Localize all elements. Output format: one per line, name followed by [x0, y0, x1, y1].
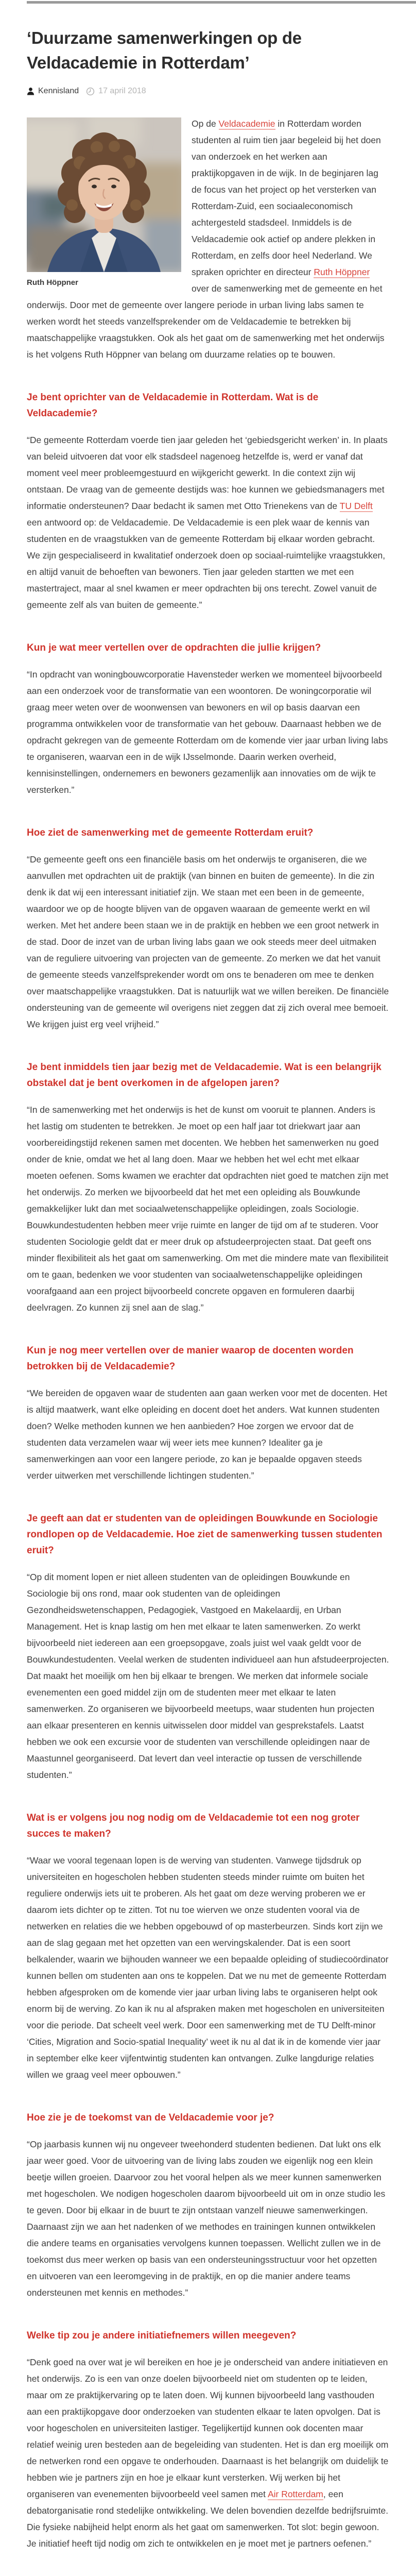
byline-author[interactable]	[27, 87, 79, 96]
page-title: ‘Duurzame samenwerkingen op de Veldacademie in Rotterdam’	[27, 28, 302, 72]
clock-icon	[86, 87, 95, 96]
text-segment: in Rotterdam worden studenten al ruim tien jaar begeleid bij het doen van onderzoek en het werken aan praktijkopgaven in de wijk. In de beginjaren lag de focus van het project op het versterken van Rotterdam-Zuid, een sociaaleconomisch achtergesteld stadsdeel. Inmiddels is de Veldacademie ook actief op andere plekken in Rotterdam, en zelfs door heel Nederland. We spraken oprichter en directeur	[192, 118, 381, 277]
qa-block	[27, 640, 389, 798]
photo-caption: Ruth Höppner	[27, 278, 78, 287]
question-heading-7: Wat is er volgens jou nog nodig om de Veldacademie tot een nog groter succes te maken?	[27, 1812, 360, 1839]
qa-block	[27, 389, 389, 613]
text-segment: “We bereiden de opgaven waar de studenten aan gaan werken voor met de docenten. Het is altijd maatwerk, want elke opleiding en docent doet het anders. Wat kunnen studenten doen? Welke methoden kunnen we hen aanbieden? Hoe zorgen we ervoor dat de studenten data verzamelen waar wij weer iets mee kunnen? Idealiter ga je samenwerkingen aan voor een langere periode, zo kan je bepaalde opgaven steeds verder uitwerken met verschillende lichtingen studenten.”	[27, 1388, 388, 1481]
answer-paragraph	[27, 1569, 389, 1783]
qa-block	[27, 2110, 389, 2301]
text-segment: “Op dit moment lopen er niet alleen studenten van de opleidingen Bouwkunde en Sociologie bij ons rond, maar ook studenten van de opleidingen Gezondheidswetenschappen, Pedagogiek, Vastgoed en Makelaardij, en Urban Management. Het is knap lastig om hen met elkaar te laten samenwerken. Zo werkt bijvoorbeeld niet iedereen aan een groepsopgave, zoals juist wel vaak geldt voor de Bouwkundestudenten. Veelal werken de studenten individueel aan hun afstudeerprojecten. Dat maakt het moeilijk om hen bij elkaar te brengen. We merken dat informele sociale evenementen een goed middel zijn om de studenten meer met elkaar te laten samenwerken. Zo organiseren we bijvoorbeeld meetups, waar studenten hun projecten aan elkaar presenteren en kennis uitwisselen door middel van gesprekstafels. Laatst hebben we ook een excursie voor de studenten van verschillende opleidingen naar de Maastunnel georganiseerd. Dat levert dan veel interactie op tussen de verschillende studenten.”	[27, 1572, 389, 1780]
link-tu-delft[interactable]: TU Delft	[339, 501, 373, 511]
answer-paragraph	[27, 1101, 389, 1316]
byline-date	[86, 87, 146, 96]
answer-paragraph	[27, 1852, 389, 2083]
portrait-figure	[27, 117, 181, 287]
answer-paragraph	[27, 2354, 389, 2552]
text-segment: “De gemeente Rotterdam voerde tien jaar geleden het ‘gebiedsgericht werken’ in. In plaats van beleid uitvoeren dat voor elk stadsdeel nagenoeg hetzelfde is, werd er vanaf dat moment veel meer probleemgestuurd en wijkgericht gewerkt. In die context zijn wij ontstaan. De vraag van de gemeente destijds was: hoe kunnen we gebiedsmanagers met informatie ondersteunen? Daar bedacht ik samen met Otto Trienekens van de	[27, 435, 388, 511]
text-segment: “In de samenwerking met het onderwijs is het de kunst om vooruit te plannen. Anders is het lastig om studenten te betrekken. Je moet op een half jaar tot driekwart jaar aan voorbereidingstijd rekenen samen met docenten. We hebben het samenwerken nu goed onder de knie, omdat we het al lang doen. Maar we hebben het wel echt met elkaar moeten oefenen. Soms kwamen we erachter dat opdrachten niet goed te matchen zijn met het onderwijs. Zo merken we bijvoorbeeld dat het met een opleiding als Bouwkunde gemakkelijker lukt dan met sociaalwetenschappelijke opleidingen, zoals Sociologie. Bouwkundestudenten hebben meer vrije ruimte en langer de tijd om af te studeren. Voor studenten Sociologie geldt dat er meer druk op afstudeerprojecten staat. Dat geeft ons minder flexibiliteit als het gaat om samenwerking. Om met die mindere mate van flexibiliteit om te gaan, bedenken we voor studenten van sociaalwetenschappelijke opleidingen voorafgaand aan een project bijvoorbeeld concrete opgaven en formuleren daarbij deelvragen. Zo kunnen zij snel aan de slag.”	[27, 1105, 389, 1313]
text-segment: “Waar we vooral tegenaan lopen is de werving van studenten. Vanwege tijdsdruk op universiteiten en hogescholen hebben studenten steeds minder ruimte om buiten het reguliere onderwijs iets uit te proberen. Als het gaat om deze werving proberen we er daarom iets dichter op te zitten. Tot nu toe wierven we onze studenten vooral via de netwerken en relaties die we hebben opgebouwd of op masterbeurzen. Sinds kort zijn we aan de slag gegaan met het opzetten van een wervingskalender. Dat is een soort belkalender, waarin we bijhouden wanneer we een bepaalde opleiding of studiecoördinator kunnen bellen om studenten aan ons te koppelen. Dat we nu met de gemeente Rotterdam hebben afgesproken om de komende vier jaar urban living labs te organiseren helpt ook enorm bij de werving. Zo kan ik nu al afspraken maken met hogescholen en universiteiten voor die periode. Dat scheelt veel werk. Door een samenwerking met de TU Delft-minor ‘Cities, Migration and Socio-spatial Inequality’ weet ik nu al dat ik in de komende vier jaar in september elke keer vijfentwintig studenten kan ontvangen. Zulke langdurige relaties willen we graag veel meer opbouwen.”	[27, 1855, 389, 2080]
link-air-rotterdam[interactable]: Air Rotterdam	[267, 2489, 323, 2499]
question-heading-6: Je geeft aan dat er studenten van de opleidingen Bouwkunde en Sociologie rondlopen op de Veldacademie. Hoe ziet de samenwerking tussen studenten eruit?	[27, 1513, 383, 1556]
text-segment: een antwoord op: de Veldacademie. De Veldacademie is een plek waar de kennis van studenten en de vraagstukken van de gemeente Rotterdam bij elkaar worden gebracht. We zijn gespecialiseerd in kwalitatief onderzoek doen op sociaal-ruimtelijke vraagstukken, en altijd vanuit de behoeften van bewoners. Tien jaar geleden startten we met een mastertraject, maar al snel kwamen er meer opdrachten bij ons terecht. Zowel vanuit de gemeente zelf als van buiten de gemeente.”	[27, 517, 386, 610]
answer-paragraph	[27, 1385, 389, 1484]
question-heading-9: Welke tip zou je andere initiatiefnemers willen meegeven?	[27, 2330, 297, 2341]
qa-block	[27, 1059, 389, 1316]
answer-paragraph	[27, 2136, 389, 2301]
link-veldacademie[interactable]: Veldacademie	[218, 118, 275, 129]
answer-paragraph	[27, 851, 389, 1032]
person-icon	[27, 87, 34, 95]
question-heading-3: Hoe ziet de samenwerking met de gemeente Rotterdam eruit?	[27, 827, 314, 838]
text-segment: “In opdracht van woningbouwcorporatie Havensteder werken we momenteel bijvoorbeeld aan een onderzoek voor de transformatie van een woontoren. De woningcorporatie wil graag meer weten over de woonwensen van bewoners en wil op basis daarvan een programma ontwikkelen voor de transformatie van het gebouw. Daarnaast hebben we de opdracht gekregen van de gemeente Rotterdam om de komende vier jaar urban living labs te organiseren, waarvan een in de wijk IJsselmonde. Daarin werken overheid, kennisinstellingen, ondernemers en bewoners gezamenlijk aan innovaties om de wijk te versterken.”	[27, 669, 388, 795]
text-segment: , een debatorganisatie rond stedelijke ontwikkeling. We delen bovendien dezelfde bedrijfsruimte. Die fysieke nabijheid helpt enorm als het gaat om samenwerken. Tot slot: begin gewoon. Je initiatief heeft tijd nodig om zich te ontwikkelen en je moet met je partners oefenen.”	[27, 2489, 389, 2549]
byline	[27, 87, 389, 96]
text-segment: over de samenwerking met de gemeente en het onderwijs. Door met de gemeente over langere periode in urban living labs samen te werken wordt het steeds vanzelfsprekender om de Veldacademie te betrekken bij maatschappelijke vraagstukken. Ook als het gaat om de samenwerking met het onderwijs is het volgens Ruth Höppner van belang om duurzame relaties op te bouwen.	[27, 283, 385, 360]
answer-paragraph	[27, 666, 389, 798]
link-ruth-hoppner[interactable]: Ruth Höppner	[314, 267, 370, 277]
date-text: 17 april 2018	[98, 87, 146, 95]
text-segment: Op de	[192, 118, 219, 129]
question-heading-1: Je bent oprichter van de Veldacademie in Rotterdam. Wat is de Veldacademie?	[27, 392, 319, 419]
question-heading-4: Je bent inmiddels tien jaar bezig met de Veldacademie. Wat is een belangrijk obstakel dat je bent overkomen in de afgelopen jaren?	[27, 1062, 382, 1089]
question-heading-2: Kun je wat meer vertellen over de opdrachten die jullie krijgen?	[27, 642, 321, 653]
qa-block	[27, 2328, 389, 2552]
text-segment: “De gemeente geeft ons een financiële basis om het onderwijs te organiseren, die we aanvullen met opdrachten uit de praktijk (van binnen en buiten de gemeente). In die zin denk ik dat wij een interessant initiatief zijn. We staan met een been in de gemeente, waardoor we op de hoogte blijven van de opgaven waaraan de gemeente werkt en wil werken. Met het andere been staan we in de praktijk en hebben we een groot netwerk in de stad. Door de inzet van de urban living labs gaan we ook steeds meer deel uitmaken van de reguliere uitvoering van projecten van de gemeente. Zo merken we dat het vanuit de gemeente steeds vanzelfsprekender wordt om ons te benaderen om mee te denken over maatschappelijke vraagstukken. Dat is natuurlijk wat we willen bereiken. De financiële ondersteuning van de gemeente wil overigens niet zeggen dat zij zich overal mee bemoeit. We krijgen juist erg veel vrijheid.”	[27, 854, 389, 1029]
qa-block	[27, 1810, 389, 2083]
question-heading-8: Hoe zie je de toekomst van de Veldacademie voor je?	[27, 2112, 274, 2123]
qa-block	[27, 1343, 389, 1484]
text-segment: “Op jaarbasis kunnen wij nu ongeveer tweehonderd studenten bedienen. Dat lukt ons elk jaar weer goed. Voor de uitvoering van de living labs zouden we eigenlijk nog een klein beetje willen groeien. Daarvoor zou het vooral helpen als we meer kunnen samenwerken met hogescholen. We nodigen hogescholen daarom bijvoorbeeld uit om in onze studio les te geven. Door bij elkaar in de buurt te zijn ontstaan vanzelf nieuwe samenwerkingen. Daarnaast zijn we aan het nadenken of we methodes en trainingen kunnen ontwikkelen die andere teams en organisaties vervolgens kunnen toepassen. Wellicht zullen we in de toekomst dus meer werken op basis van een ondersteuningsstructuur voor het opzetten en uitvoeren van een leeromgeving in de praktijk, en op die manier andere teams ondersteunen met kennis en methodes.”	[27, 2139, 386, 2298]
qa-block	[27, 1511, 389, 1783]
answer-paragraph	[27, 432, 389, 613]
text-segment: “Denk goed na over wat je wil bereiken en hoe je je onderscheid van andere initiatieven en het onderwijs. Zo is een van onze doelen bijvoorbeeld niet om studenten op te leiden, maar om ze praktijkervaring op te laten doen. Wij kunnen bijvoorbeeld lang vasthouden aan een praktijkopgave door onderzoeken van studenten elkaar te laten opvolgen. Dat is voor hogescholen en universiteiten lastiger. Tegelijkertijd kunnen ook docenten maar relatief weinig uren besteden aan de begeleiding van studenten. Het is dan erg moeilijk om de netwerken rond een opgave te onderhouden. Daarnaast is het belangrijk om duidelijk te hebben wie je partners zijn en hoe je elkaar kunt versterken. Wij werken bij het organiseren van evenementen bijvoorbeeld veel samen met	[27, 2357, 389, 2499]
qa-block	[27, 825, 389, 1032]
question-heading-5: Kun je nog meer vertellen over de manier waarop de docenten worden betrokken bij de Veldacademie?	[27, 1345, 354, 1372]
author-name: Kennisland	[38, 87, 79, 95]
portrait-photo	[27, 117, 181, 272]
top-divider	[27, 1, 416, 4]
qa-list	[27, 389, 389, 2552]
